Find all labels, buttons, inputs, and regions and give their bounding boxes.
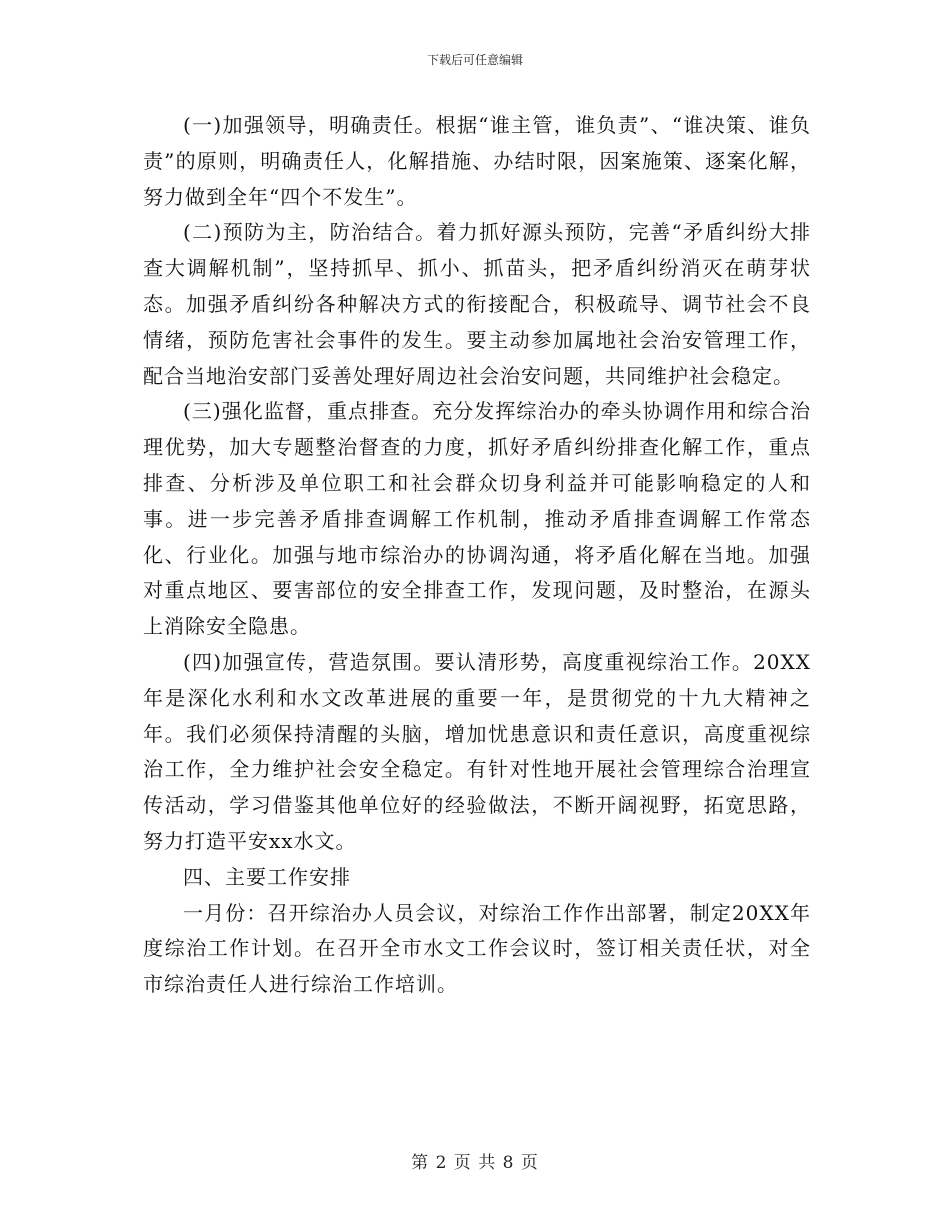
section-heading-work-arrangement: 四、主要工作安排 bbox=[183, 864, 351, 889]
paragraph-leadership: (一)加强领导，明确责任。根据“谁主管，谁负责”、“谁决策、谁负责”的原则，明确责任人，化解措施、办结时限，因案施策、逐案化解，努力做到全年“四个不发生”。 bbox=[143, 113, 811, 209]
page-number: 第 2 页 共 8 页 bbox=[411, 1153, 539, 1173]
paragraph-supervision: (三)强化监督，重点排查。充分发挥综治办的牵头协调作用和综合治理优势，加大专题整治督查的力度，抓好矛盾纠纷排查化解工作，重点排查、分析涉及单位职工和社会群众切身利益并可能影响稳定的人和事。进一步完善矛盾排查调解工作机制，推动矛盾排查调解工作常态化、行业化。加强与地市综治办的协调沟通，将矛盾化解在当地。加强对重点地区、要害部位的安全排查工作，发现问题，及时整治，在源头上消除安全隐患。 bbox=[143, 399, 811, 639]
paragraph-january: 一月份：召开综治办人员会议，对综治工作作出部署，制定20XX年度综治工作计划。在召开全市水文工作会议时，签订相关责任状，对全市综治责任人进行综治工作培训。 bbox=[143, 900, 811, 997]
page-header: 下载后可任意编辑 bbox=[426, 53, 523, 67]
paragraph-publicity: (四)加强宣传，营造氛围。要认清形势，高度重视综治工作。20XX年是深化水利和水文改革进展的重要一年，是贯彻党的十九大精神之年。我们必须保持清醒的头脑，增加忧患意识和责任意识，高度重视综治工作，全力维护社会安全稳定。有针对性地开展社会管理综合治理宣传活动，学习借鉴其他单位好的经验做法，不断开阔视野，拓宽思路，努力打造平安xx水文。 bbox=[143, 649, 811, 853]
paragraph-prevention: (二)预防为主，防治结合。着力抓好源头预防，完善“矛盾纠纷大排查大调解机制”，坚持抓早、抓小、抓苗头，把矛盾纠纷消灭在萌芽状态。加强矛盾纠纷各种解决方式的衔接配合，积极疏导、调节社会不良情绪，预防危害社会事件的发生。要主动参加属地社会治安管理工作，配合当地治安部门妥善处理好周边社会治安问题，共同维护社会稳定。 bbox=[143, 220, 811, 388]
document-body bbox=[143, 108, 811, 1003]
